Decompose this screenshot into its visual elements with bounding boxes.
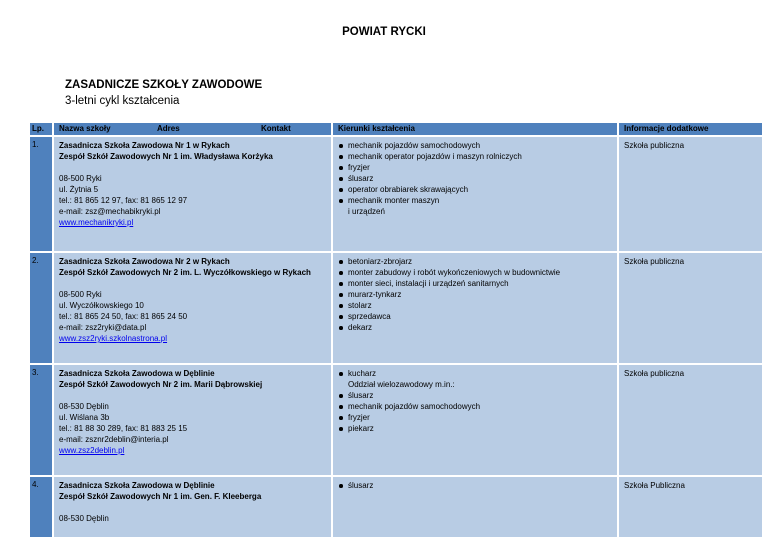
list-item: piekarz [338, 423, 617, 434]
fields-cell [331, 253, 617, 363]
school-complex-name: Zespół Szkół Zawodowych Nr 2 im. Marii Dąbrowskiej [59, 380, 263, 389]
fields-cell [331, 365, 617, 475]
school-complex-name: Zespół Szkół Zawodowych Nr 2 im. L. Wyczółkowskiego w Rykach [59, 268, 311, 277]
list-item: mechanik monter maszyn [338, 195, 617, 206]
fields-list [338, 140, 617, 217]
school-name: Zasadnicza Szkoła Zawodowa Nr 2 w Rykach [59, 257, 230, 266]
school-name: Zasadnicza Szkoła Zawodowa w Dęblinie [59, 481, 215, 490]
table-header [30, 123, 762, 137]
fields-list [338, 256, 617, 333]
info-cell: Szkoła Publiczna [617, 477, 762, 537]
list-item-note: Oddział wielozawodowy m.in.: [348, 380, 455, 389]
email: e-mail: zsznr2deblin@interia.pl [59, 435, 169, 444]
row-lp: 4. [30, 477, 52, 537]
header-address: Adres [157, 124, 180, 133]
website-link[interactable]: www.zsz2ryki.szkolnastrona.pl [59, 334, 168, 343]
list-item: ślusarz [338, 173, 617, 184]
document-title: POWIAT RYCKI [342, 26, 426, 38]
row-lp: 1. [30, 137, 52, 251]
fields-list [338, 368, 617, 434]
website-link[interactable]: www.zsz2deblin.pl [59, 446, 125, 455]
schools-table [30, 123, 762, 539]
phone-fax: tel.: 81 88 30 289, fax: 81 883 25 15 [59, 424, 188, 433]
row-lp: 3. [30, 365, 52, 475]
list-item: operator obrabiarek skrawających [338, 184, 617, 195]
phone-fax: tel.: 81 865 24 50, fax: 81 865 24 50 [59, 312, 188, 321]
street-address: ul. Wiślana 3b [59, 413, 110, 422]
school-cell [52, 365, 331, 475]
list-item-continuation: i urządzeń [348, 207, 385, 216]
header-info: Informacje dodatkowe [617, 123, 762, 135]
list-item: mechanik pojazdów samochodowych [338, 401, 617, 412]
phone-fax: tel.: 81 865 12 97, fax: 81 865 12 97 [59, 196, 188, 205]
list-item: ślusarz [338, 390, 617, 401]
list-item: fryzjer [338, 412, 617, 423]
school-complex-name: Zespół Szkół Zawodowych Nr 1 im. Gen. F. Kleeberga [59, 492, 262, 501]
postal-city: 08-500 Ryki [59, 290, 102, 299]
table-row [30, 477, 762, 539]
list-item: monter zabudowy i robót wykończeniowych w budownictwie [338, 267, 617, 278]
info-cell: Szkoła publiczna [617, 365, 762, 475]
list-item: murarz-tynkarz [338, 289, 617, 300]
header-lp: Lp. [32, 124, 44, 133]
table-row [30, 137, 762, 253]
fields-cell [331, 137, 617, 251]
website-link[interactable]: www.mechanikryki.pl [59, 218, 134, 227]
fields-cell [331, 477, 617, 537]
header-school [52, 123, 331, 135]
table-row [30, 253, 762, 365]
school-cell [52, 477, 331, 537]
list-item: kucharz [338, 368, 617, 379]
email: e-mail: zsz@mechabikryki.pl [59, 207, 161, 216]
list-item: mechanik pojazdów samochodowych [338, 140, 617, 151]
header-name: Nazwa szkoły [59, 124, 111, 133]
table-row [30, 365, 762, 477]
list-item: mechanik operator pojazdów i maszyn rolniczych [338, 151, 617, 162]
list-item: ślusarz [338, 480, 617, 491]
email: e-mail: zsz2ryki@data.pl [59, 323, 147, 332]
fields-list [338, 480, 617, 491]
list-item: monter sieci, instalacji i urządzeń sanitarnych [338, 278, 617, 289]
postal-city: 08-530 Dęblin [59, 514, 109, 523]
school-cell [52, 253, 331, 363]
list-item: fryzjer [338, 162, 617, 173]
header-fields: Kierunki kształcenia [331, 123, 617, 135]
header-contact: Kontakt [261, 124, 291, 133]
school-cell [52, 137, 331, 251]
postal-city: 08-530 Dęblin [59, 402, 109, 411]
school-name: Zasadnicza Szkoła Zawodowa Nr 1 w Rykach [59, 141, 230, 150]
postal-city: 08-500 Ryki [59, 174, 102, 183]
section-subtitle: 3-letni cykl kształcenia [65, 95, 180, 107]
school-complex-name: Zespół Szkół Zawodowych Nr 1 im. Władysława Korżyka [59, 152, 273, 161]
school-name: Zasadnicza Szkoła Zawodowa w Dęblinie [59, 369, 215, 378]
info-cell: Szkoła publiczna [617, 137, 762, 251]
list-item: stolarz [338, 300, 617, 311]
street-address: ul. Wyczółkowskiego 10 [59, 301, 144, 310]
row-lp: 2. [30, 253, 52, 363]
section-title: ZASADNICZE SZKOŁY ZAWODOWE [65, 79, 263, 91]
list-item: betoniarz-zbrojarz [338, 256, 617, 267]
info-cell: Szkoła publiczna [617, 253, 762, 363]
list-item: sprzedawca [338, 311, 617, 322]
street-address: ul. Żytnia 5 [59, 185, 99, 194]
list-item: dekarz [338, 322, 617, 333]
